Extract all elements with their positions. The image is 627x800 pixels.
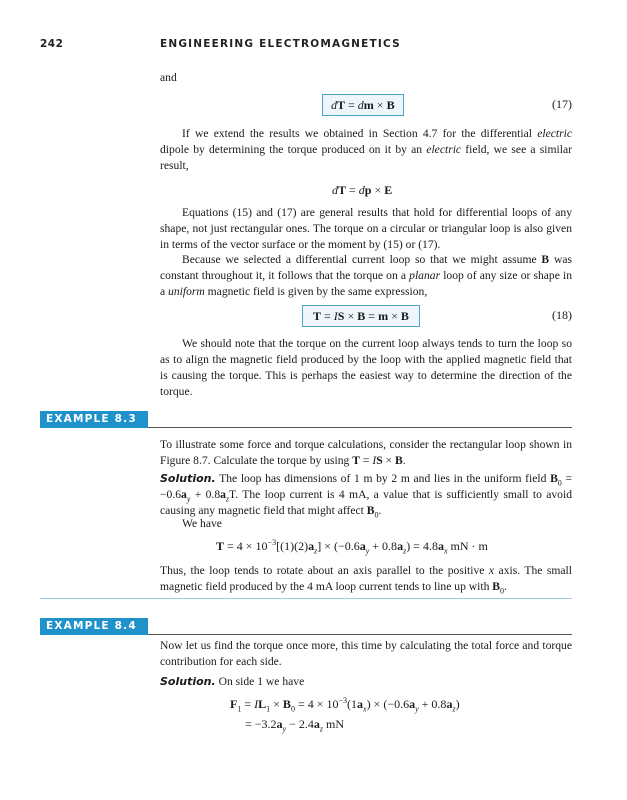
example-8-3-solution: Solution. The loop has dimensions of 1 m by 2 m and lies in the uniform field $B_0 = -0.6a_y + 0.8a_zT$. The loop current is 4 mA, a value that is sufficiently small to avoid causing any magnetic field that might affect $B_0$. <box>160 472 572 520</box>
equation-18 <box>160 305 572 327</box>
example-8-3-we-have: We have <box>182 517 222 530</box>
equation-dipole: dT = dp × E <box>332 183 393 197</box>
example-8-3-conclusion: Thus, the loop tends to rotate about an axis parallel to the positive x axis. The small magnetic field produced by the 4 mA loop current tends to line up with $B_0$. <box>160 564 573 596</box>
page-number: 242 <box>40 38 64 50</box>
example-8-4-tag: EXAMPLE 8.4 <box>40 618 148 635</box>
example-8-4-rule <box>148 634 572 635</box>
paragraph-torque-direction: We should note that the torque on the current loop always tends to turn the loop so as to align the magnetic field produced by the loop with the applied magnetic field that is causing the torque. This is perhaps the easiest way to determine the direction of the torque. <box>160 337 572 398</box>
example-8-3-end-rule <box>40 598 572 599</box>
equation-18-box: T = IS × B = m × B <box>302 305 420 327</box>
paragraph-general-results: Equations (15) and (17) are general results that hold for differential loops of any shape, not just rectangular ones. The torque on a circular or triangular loop is also given in terms of the vector surface or the moment by (15) or (17). <box>160 206 572 251</box>
equation-17 <box>160 94 572 116</box>
example-8-3-question: To illustrate some force and torque calculations, consider the rectangular loop shown in Figure 8.7. Calculate the torque by using T = IS × B. <box>160 438 572 467</box>
paragraph-dipole: If we extend the results we obtained in Section 4.7 for the differential electric dipole by determining the torque produced on it by an electric field, we see a similar result, <box>160 127 572 172</box>
solution-label: Solution. <box>160 472 216 485</box>
example-8-4-question: Now let us find the torque once more, this time by calculating the total force and torque contribution for each side. <box>160 639 572 668</box>
running-title: ENGINEERING ELECTROMAGNETICS <box>160 38 401 50</box>
text-and: and <box>160 71 177 84</box>
equation-17-box: dT = dm × B <box>322 94 404 116</box>
equation-example-8-3: $T = 4 \times 10^{-3}[(1)(2)a_z] \times (-0.6a_y + 0.8a_z) = 4.8a_x$ mN · m <box>216 538 488 556</box>
paragraph-uniform-field: Because we selected a differential current loop so that we might assume B was constant throughout it, it follows that the torque on a planar loop of any size or shape in a uniform magnetic field is given by the same expression, <box>160 253 572 298</box>
example-8-4-solution: Solution. On side 1 we have <box>160 675 305 688</box>
example-8-3-rule <box>148 427 572 428</box>
equation-18-number: (18) <box>552 308 572 322</box>
equation-17-number: (17) <box>552 97 572 111</box>
example-8-3-tag: EXAMPLE 8.3 <box>40 411 148 428</box>
solution-label: Solution. <box>160 675 216 688</box>
equation-f1-line2: = $-3.2a_y - 2.4a_z$ mN <box>245 717 345 734</box>
equation-f1-line1: $F_1 = IL_1 \times B_0 = 4 \times 10^{-3}(1a_x) \times (-0.6a_y + 0.8a_z)$ <box>230 696 460 714</box>
